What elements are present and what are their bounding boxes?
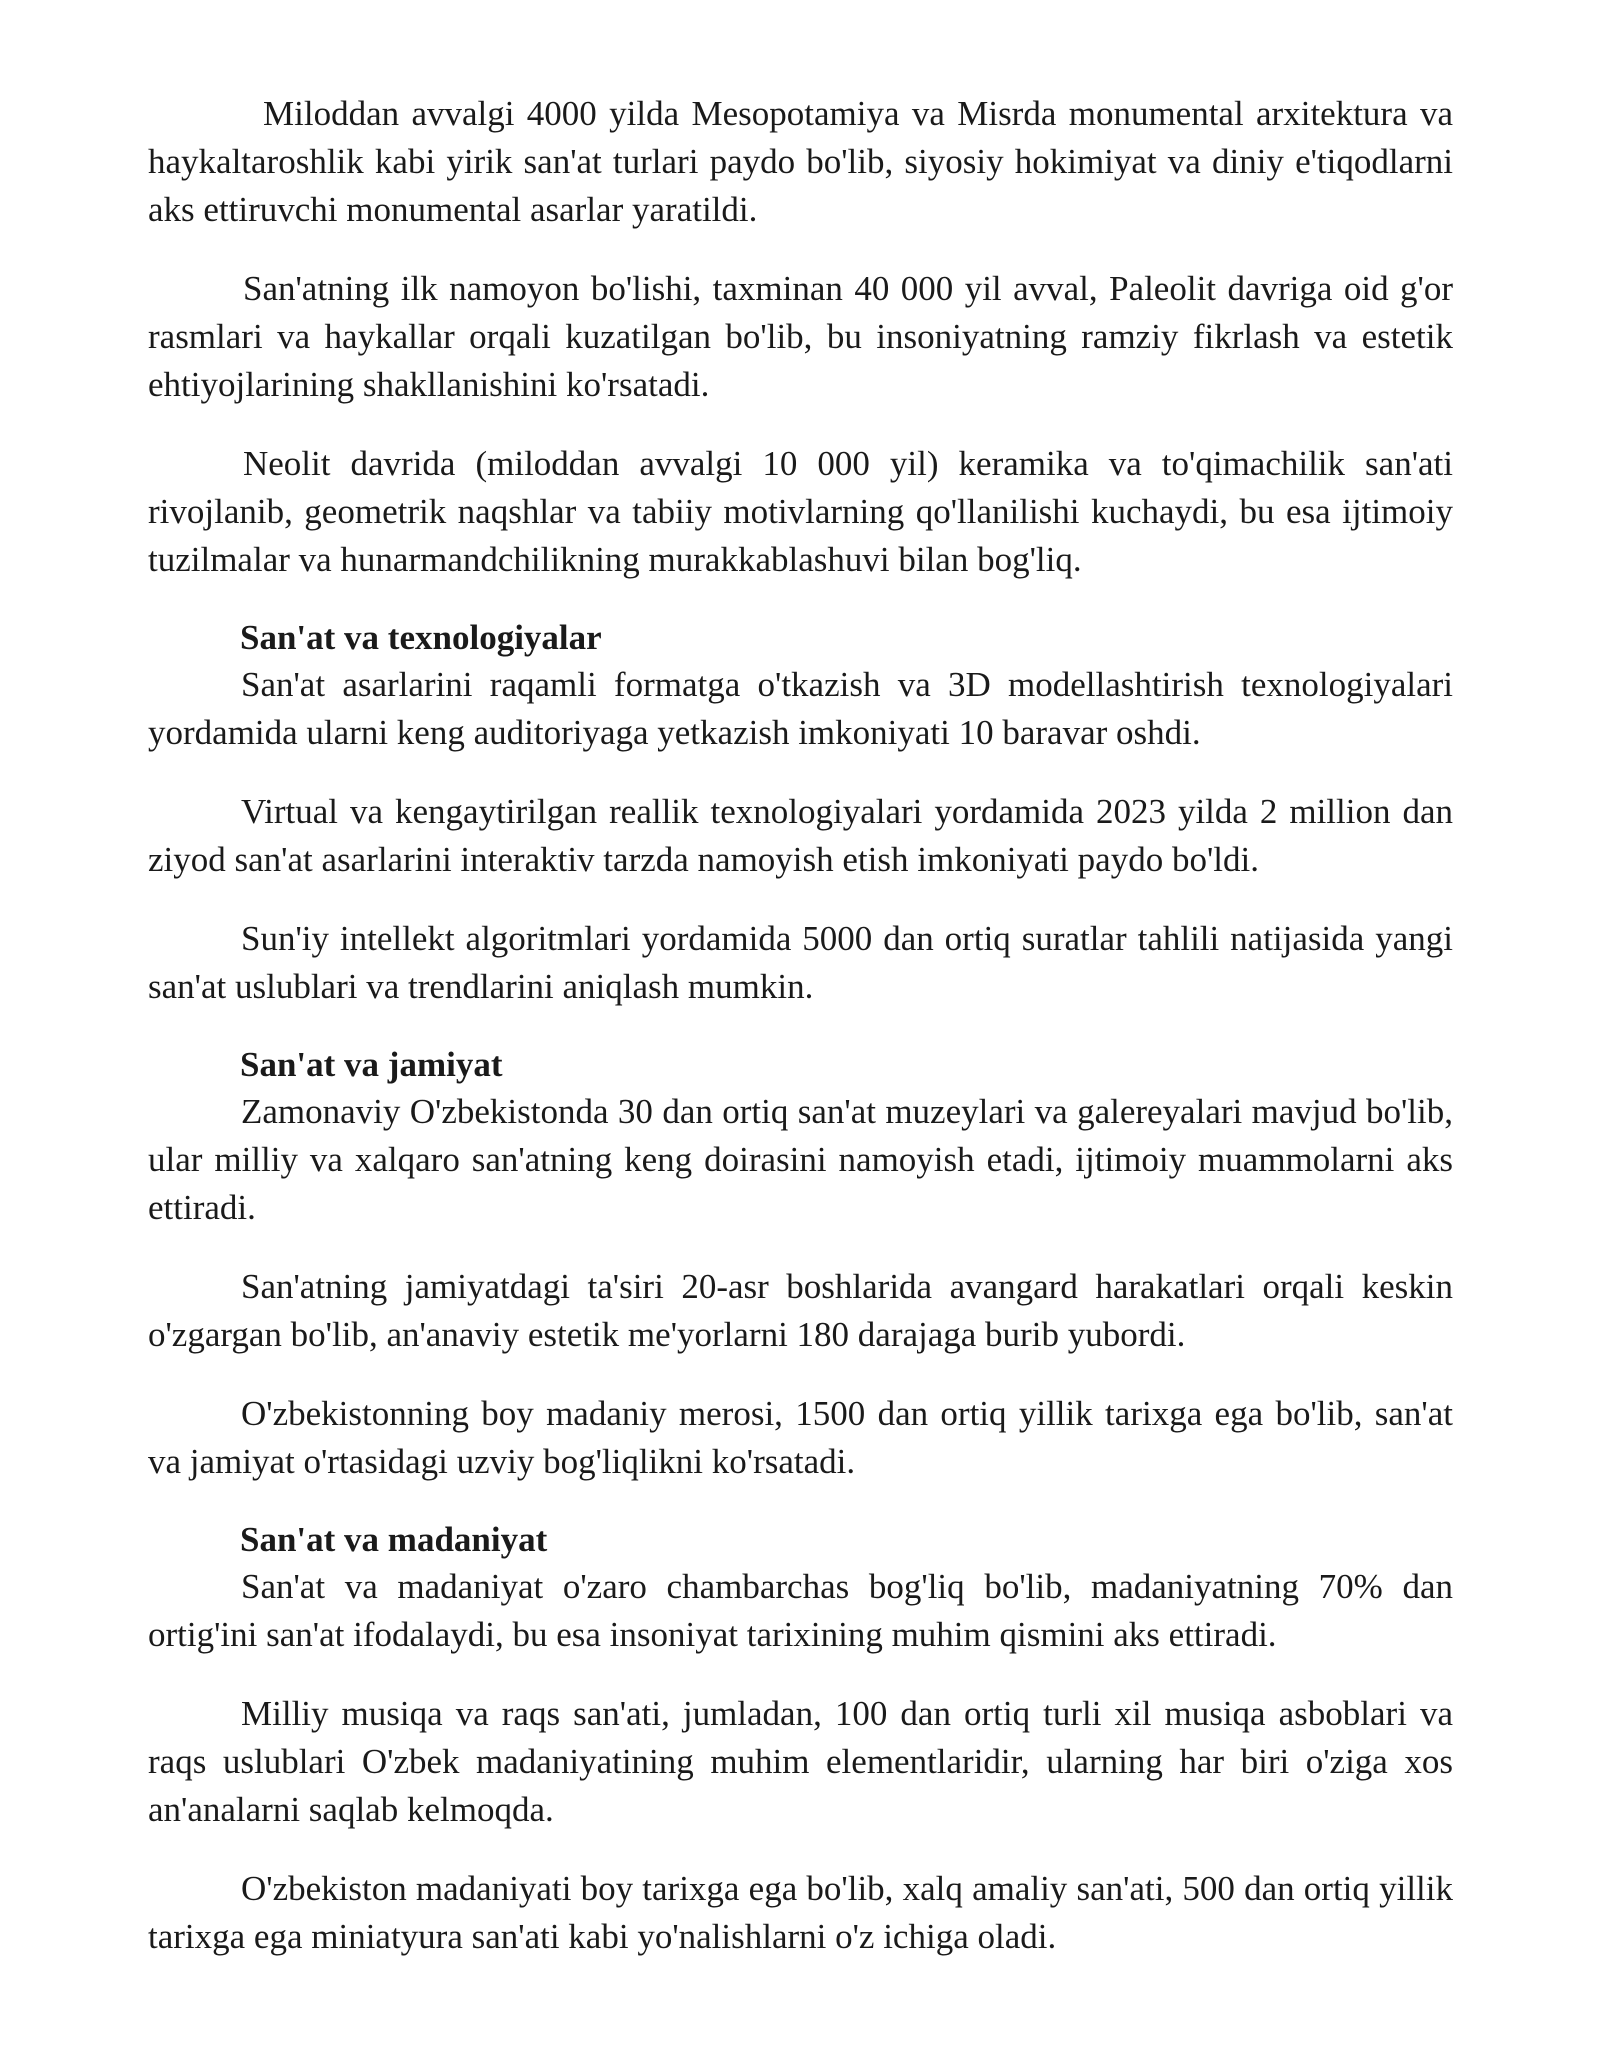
intro-paragraph: San'atning ilk namoyon bo'lishi, taxminan 40 000 yil avval, Paleolit davriga oid g'or rasmlari va haykallar orqali kuzatilgan bo'lib, bu insoniyatning ramziy fikrlash va estetik ehtiyojlarining shakllanishini ko'rsatadi. [148,269,1453,404]
section-technology [148,615,1453,1011]
section-paragraph: San'at asarlarini raqamli formatga o'tkazish va 3D modellashtirish texnologiyalari yordamida ularni keng auditoriyaga yetkazish imkoniyati 10 baravar oshdi. [148,665,1453,752]
section-heading: San'at va madaniyat [240,1520,548,1559]
section-paragraph: Zamonaviy O'zbekistonda 30 dan ortiq san'at muzeylari va galereyalari mavjud bo'lib, ular milliy va xalqaro san'atning keng doirasini namoyish etadi, ijtimoiy muammolarni aks ettiradi. [148,1092,1453,1227]
section-culture [148,1517,1453,1961]
section-heading: San'at va texnologiyalar [240,618,602,657]
intro-paragraph: Miloddan avvalgi 4000 yilda Mesopotamiya va Misrda monumental arxitektura va haykaltaroshlik kabi yirik san'at turlari paydo bo'lib, siyosiy hokimiyat va diniy e'tiqodlarni aks ettiruvchi monumental asarlar yaratildi. [148,94,1453,229]
section-paragraph: San'atning jamiyatdagi ta'siri 20-asr boshlarida avangard harakatlari orqali keskin o'zgargan bo'lib, an'anaviy estetik me'yorlarni 180 darajaga burib yubordi. [148,1267,1453,1354]
section-paragraph: Virtual va kengaytirilgan reallik texnologiyalari yordamida 2023 yilda 2 million dan ziyod san'at asarlarini interaktiv tarzda namoyish etish imkoniyati paydo bo'ldi. [148,792,1453,879]
intro-paragraph: Neolit davrida (miloddan avvalgi 10 000 yil) keramika va to'qimachilik san'ati rivojlanib, geometrik naqshlar va tabiiy motivlarning qo'llanilishi kuchaydi, bu esa ijtimoiy tuzilmalar va hunarmandchilikning murakkablashuvi bilan bog'liq. [148,444,1453,579]
section-paragraph: San'at va madaniyat o'zaro chambarchas bog'liq bo'lib, madaniyatning 70% dan ortig'ini san'at ifodalaydi, bu esa insoniyat tarixining muhim qismini aks ettiradi. [148,1567,1453,1654]
section-paragraph: Milliy musiqa va raqs san'ati, jumladan, 100 dan ortiq turli xil musiqa asboblari va raqs uslublari O'zbek madaniyatining muhim elementlaridir, ularning har biri o'ziga xos an'analarni saqlab kelmoqda. [148,1694,1453,1829]
section-paragraph: O'zbekistonning boy madaniy merosi, 1500 dan ortiq yillik tarixga ega bo'lib, san'at va jamiyat o'rtasidagi uzviy bog'liqlikni ko'rsatadi. [148,1394,1453,1481]
document-page [148,90,1453,1992]
section-paragraph: Sun'iy intellekt algoritmlari yordamida 5000 dan ortiq suratlar tahlili natijasida yangi san'at uslublari va trendlarini aniqlash mumkin. [148,919,1453,1006]
section-heading: San'at va jamiyat [240,1045,503,1084]
section-society [148,1042,1453,1486]
section-paragraph: O'zbekiston madaniyati boy tarixga ega bo'lib, xalq amaliy san'ati, 500 dan ortiq yillik tarixga ega miniatyura san'ati kabi yo'nalishlarni o'z ichiga oladi. [148,1869,1453,1956]
